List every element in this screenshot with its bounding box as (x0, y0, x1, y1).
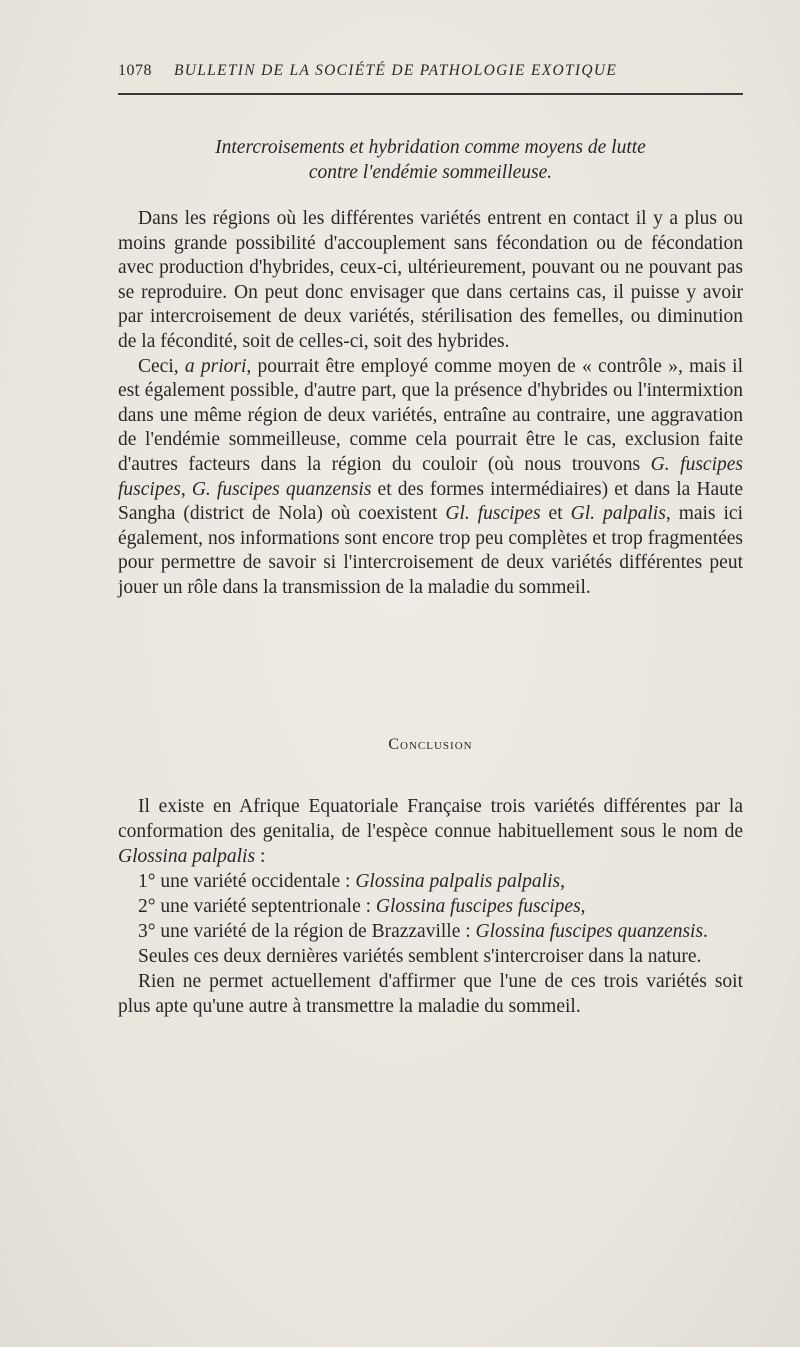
page-number: 1078 (118, 62, 152, 79)
item-text: 2° une variété septentrionale : (138, 896, 376, 917)
conclusion-intro (118, 794, 743, 869)
paragraph-rien: Rien ne permet actuellement d'affirmer que l'une de ces trois variétés soit plus apte qu'une autre à transmettre la maladie du sommeil. (118, 971, 743, 1017)
p2-text: Ceci, (138, 355, 185, 377)
item-text: , (560, 871, 565, 892)
paragraph-seules: Seules ces deux dernières variétés semblent s'intercroiser dans la nature. (138, 946, 702, 967)
intro-text: : (255, 846, 266, 867)
list-item-1 (118, 869, 743, 894)
paragraph-1: Dans les régions où les différentes variétés entrent en contact il y a plus ou moins grande possibilité d'accouplement sans fécondation ou de fécondation avec production d'hybrides, ceux-ci, ultérieurement, pouvant ou ne pouvant pas se reproduire. On peut donc envisager que dans certains cas, il puisse y avoir par intercroisement de deux variétés, stérilisation des femelles, ou diminution de la fécondité, soit de celles-ci, soit des hybrides. (118, 208, 743, 352)
conclusion-body (118, 794, 743, 1019)
conclusion-heading: Conclusion (388, 736, 473, 753)
running-title: BULLETIN DE LA SOCIÉTÉ DE PATHOLOGIE EXOTIQUE (174, 62, 618, 79)
section-title-line-2: contre l'endémie sommeilleuse. (308, 162, 553, 183)
species-name: Glossina fuscipes quanzensis (475, 921, 704, 942)
p2-text: et des formes intermédiaires) et dans la Haute Sangha (district de Nola) où coexistent (118, 478, 744, 525)
species-name: Gl. palpalis (570, 503, 666, 525)
item-text: . (703, 921, 708, 942)
species-name: Glossina palpalis palpalis (355, 871, 561, 892)
p2-text: , (180, 478, 192, 500)
p2-text: , pourrait être employé comme moyen de « contrôle », mais il est également possible, d'autre part, que la présence d'hybrides ou l'intermixtion dans une même région de deux variétés, entraîne au contraire, une aggravation de l'endémie sommeilleuse, comme cela pourrait être le cas, exclusion faite d'autres facteurs dans la région du couloir (où nous trouvons (118, 355, 744, 475)
section-title (118, 135, 743, 185)
p2-italic: a priori (184, 355, 247, 377)
species-name: G. fuscipes fuscipes (118, 453, 744, 500)
main-body (118, 207, 743, 601)
item-text: 1° une variété occidentale : (138, 871, 356, 892)
list-item-3 (118, 919, 743, 944)
p2-text: et (540, 503, 571, 525)
section-title-line-1: Intercroisements et hybridation comme moyens de lutte (215, 137, 646, 158)
species-name: G. fuscipes quanzensis (191, 478, 372, 500)
item-text: , (580, 896, 586, 917)
p2-text: , mais ici également, nos informations sont encore trop peu complètes et trop fragmentées pour permettre de savoir si l'intercroisement de deux variétés différentes peut jouer un rôle dans la transmission de la maladie du sommeil. (118, 503, 744, 598)
header-rule (118, 93, 743, 95)
species-name: Gl. fuscipes (445, 503, 541, 525)
item-text: 3° une variété de la région de Brazzaville : (138, 921, 476, 942)
intro-text: Il existe en Afrique Equatoriale Française trois variétés différentes par la conformation des genitalia, de l'espèce connue habituellement sous le nom de (118, 796, 743, 842)
species-name: Glossina fuscipes fuscipes (375, 896, 581, 917)
list-item-2 (118, 894, 743, 919)
paragraph-2 (118, 355, 743, 601)
species-name: Glossina palpalis (118, 846, 256, 867)
